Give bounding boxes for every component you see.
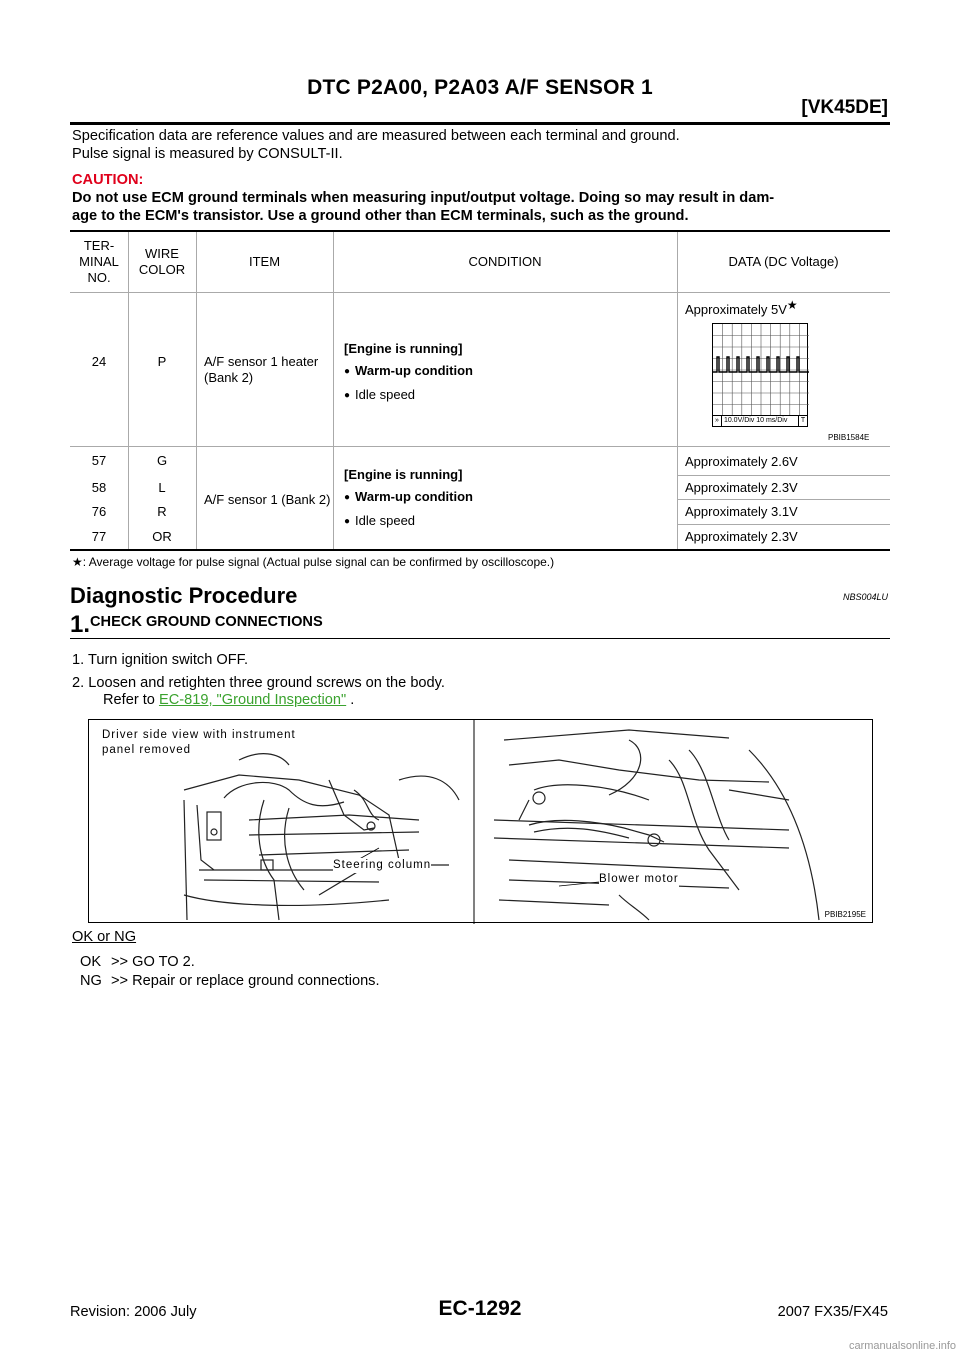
ground-inspection-link[interactable]: EC-819, "Ground Inspection"	[158, 692, 347, 708]
ok-ng-label: OK or NG	[72, 929, 137, 945]
header-rule	[70, 122, 890, 125]
row2-terminal: 57	[91, 453, 107, 468]
row2-data: Approximately 2.6V	[685, 454, 798, 469]
header-wire-color: WIRE COLOR	[138, 246, 186, 277]
intro-line-1: Specification data are reference values and are measured between each terminal and ground.	[72, 128, 680, 144]
step-item-1: 1. Turn ignition switch OFF.	[72, 652, 249, 668]
page-title: DTC P2A00, P2A03 A/F SENSOR 1	[307, 76, 653, 99]
row3-data: Approximately 2.3V	[685, 480, 798, 495]
scope-mode-icon: »	[713, 416, 722, 426]
intro-line-2: Pulse signal is measured by CONSULT-II.	[72, 146, 343, 162]
header-data: DATA (DC Voltage)	[728, 254, 839, 269]
group2-item: A/F sensor 1 (Bank 2)	[204, 492, 331, 507]
row4-terminal: 76	[91, 504, 107, 519]
row5-data: Approximately 2.3V	[685, 529, 798, 544]
footnote: ★: Average voltage for pulse signal (Actual pulse signal can be confirmed by oscilloscope.)	[72, 555, 555, 569]
star-icon: ★	[72, 555, 83, 569]
row1-wire: P	[157, 354, 167, 369]
scope-trigger: T	[798, 416, 807, 426]
row1-terminal: 24	[91, 354, 107, 369]
scope-readout: 10.0V/Div 10 ms/Div	[723, 417, 788, 424]
row3-terminal: 58	[91, 480, 107, 495]
step-title: CHECK GROUND CONNECTIONS	[90, 614, 323, 630]
caution-line-1: Do not use ECM ground terminals when measuring input/output voltage. Doing so may result in dam-	[72, 190, 775, 206]
caution-line-2: age to the ECM's transistor. Use a ground other than ECM terminals, such as the ground.	[72, 208, 689, 224]
step-number: 1.	[70, 611, 91, 638]
refer-line: Refer to EC-819, "Ground Inspection" .	[103, 692, 355, 708]
step-item-2: 2. Loosen and retighten three ground screws on the body.	[72, 675, 445, 691]
ok-result: OK >> GO TO 2.	[80, 954, 195, 970]
step-rule	[70, 638, 890, 639]
group2-condition: [Engine is running] ● Warm-up condition ● Idle speed	[344, 464, 473, 534]
row5-wire: OR	[152, 529, 172, 544]
row5-terminal: 77	[91, 529, 107, 544]
spec-table	[70, 230, 890, 551]
vehicle-model: 2007 FX35/FX45	[777, 1304, 888, 1320]
header-item: ITEM	[248, 254, 281, 269]
label-steering-column: Steering column	[333, 859, 432, 871]
ground-screw-figure	[88, 719, 873, 923]
section-code: NBS004LU	[842, 592, 888, 602]
row2-wire: G	[156, 453, 168, 468]
header-terminal: TER- MINAL NO.	[79, 238, 119, 285]
figure-caption: Driver side view with instrument panel removed	[102, 729, 296, 756]
caution-heading: CAUTION:	[72, 172, 144, 188]
revision-label: Revision: 2006 July	[70, 1304, 197, 1320]
row1-condition: [Engine is running] ● Warm-up condition ● Idle speed	[344, 338, 473, 408]
row3-wire: L	[158, 480, 166, 495]
engine-model-label: [VK45DE]	[801, 97, 888, 118]
figure-id-scope: PBIB1584E	[828, 433, 870, 442]
row4-data: Approximately 3.1V	[685, 504, 798, 519]
label-blower-motor: Blower motor	[599, 873, 679, 885]
header-condition: CONDITION	[468, 254, 542, 269]
watermark: carmanualsonline.info	[848, 1340, 956, 1352]
figure-id-ground: PBIB2195E	[824, 910, 866, 919]
row4-wire: R	[157, 504, 167, 519]
ng-result: NG >> Repair or replace ground connections.	[80, 973, 380, 989]
row1-data: Approximately 5V★	[685, 298, 798, 317]
star-icon: ★	[786, 298, 798, 312]
row1-item: A/F sensor 1 heater (Bank 2)	[204, 354, 319, 385]
section-title: Diagnostic Procedure	[70, 583, 298, 608]
oscilloscope-waveform	[712, 323, 808, 427]
page-number: EC-1292	[438, 1297, 522, 1320]
